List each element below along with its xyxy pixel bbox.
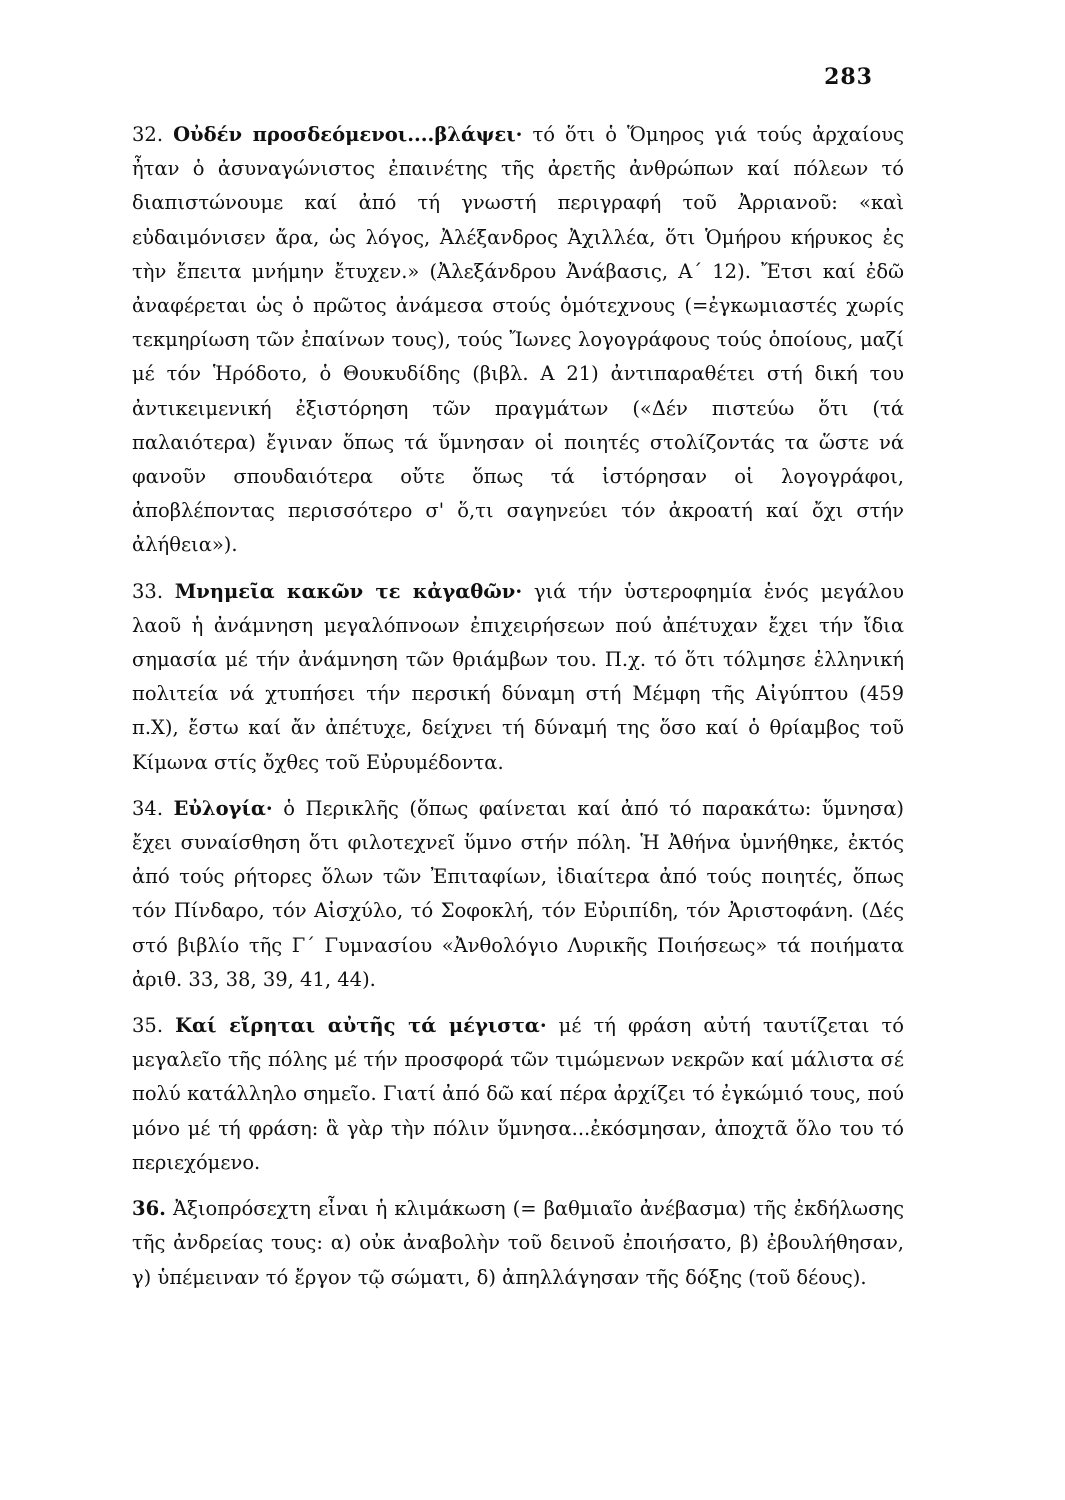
note-number: 35.	[132, 1014, 164, 1038]
note-34	[132, 792, 904, 997]
note-text: ὁ Περικλῆς (ὅπως φαίνεται καί ἀπό τό παρακάτω: ὕμνησα) ἔχει συναίσθηση ὅτι φιλοτεχνεῖ ὕμνο στήν πόλη. Ἡ Ἀθήνα ὑμνήθηκε, ἐκτός ἀπό τούς ρήτορες ὅλων τῶν Ἐπιταφίων, ἰδιαίτερα ἀπό τούς ποιητές, ὅπως τόν Πίνδαρο, τόν Αἰσχύλο, τό Σοφοκλή, τόν Εὐριπίδη, τόν Ἀριστοφάνη. (Δές στό βιβλίο τῆς Γ΄ Γυμνασίου «Ἀνθολόγιο Λυρικῆς Ποιήσεως» τά ποιήματα ἀριθ. 33, 38, 39, 41, 44).	[132, 796, 905, 991]
note-36	[132, 1192, 904, 1295]
note-heading: Οὐδέν προσδεόμενοι....βλάψει·	[173, 123, 523, 146]
note-text: Ἀξιοπρόσεχτη εἶναι ἡ κλιμάκωση (= βαθμιαῖο ἀνέβασμα) τῆς ἐκδήλωσης τῆς ἀνδρείας τους: α) οὐκ ἀναβολὴν τοῦ δεινοῦ ἐποιήσατο, β) ἐβουλήθησαν, γ) ὑπέμειναν τό ἔργον τῷ σώματι, δ) ἀπηλλάγησαν τῆς δόξης (τοῦ δέους).	[132, 1197, 904, 1289]
note-text: μέ τή φράση αὐτή ταυτίζεται τό μεγαλεῖο τῆς πόλης μέ τήν προσφορά τῶν τιμώμενων νεκρῶν καί μάλιστα σέ πολύ κατάλληλο σημεῖο. Γιατί ἀπό δῶ καί πέρα ἀρχίζει τό ἐγκώμιό τους, πού μόνο μέ τή φράση: ἃ γὰρ τὴν πόλιν ὕμνησα...ἐκόσμησαν, ἀποχτᾶ ὅλο του τό περιεχόμενο.	[132, 1014, 904, 1174]
note-35	[132, 1009, 904, 1180]
note-number: 36.	[132, 1197, 166, 1221]
note-heading: Καί εἴρηται αὐτῆς τά μέγιστα·	[175, 1014, 547, 1038]
note-text: τό ὅτι ὁ Ὅμηρος γιά τούς ἀρχαίους ἦταν ὁ ἀσυναγώνιστος ἐπαινέτης τῆς ἀρετῆς ἀνθρώπων καί πόλεων τό διαπιστώνουμε καί ἀπό τή γνωστή περιγραφή τοῦ Ἀρριανοῦ: «καὶ εὐδαιμόνισεν ἄρα, ὡς λόγος, Ἀλέξανδρος Ἀχιλλέα, ὅτι Ὁμήρου κήρυκος ἐς τὴν ἔπειτα μνήμην ἔτυχεν.» (Ἀλεξάνδρου Ἀνάβασις, Α΄ 12). Ἔτσι καί ἐδῶ ἀναφέρεται ὡς ὁ πρῶτος ἀνάμεσα στούς ὁμότεχνους (=ἐγκωμιαστές χωρίς τεκμηρίωση τῶν ἐπαίνων τους), τούς Ἴωνες λογογράφους τούς ὁποίους, μαζί μέ τόν Ἡρόδοτο, ὁ Θουκυδίδης (βιβλ. Α 21) ἀντιπαραθέτει στή δική του ἀντικειμενική ἐξιστόρηση τῶν πραγμάτων («Δέν πιστεύω ὅτι (τά παλαιότερα) ἔγιναν ὅπως τά ὕμνησαν οἱ ποιητές στολίζοντάς τα ὥστε νά φανοῦν σπουδαιότερα οὔτε ὅπως τά ἱστόρησαν οἱ λογογράφοι, ἀποβλέποντας περισσότερο σ' ὅ,τι σαγηνεύει τόν ἀκροατή καί ὄχι στήν ἀλήθεια»).	[132, 123, 904, 557]
note-text: γιά τήν ὑστεροφημία ἑνός μεγάλου λαοῦ ἡ ἀνάμνηση μεγαλόπνοων ἐπιχειρήσεων πού ἀπέτυχαν ἔχει τήν ἴδια σημασία μέ τήν ἀνάμνηση τῶν θριάμβων του. Π.χ. τό ὅτι τόλμησε ἑλληνική πολιτεία νά χτυπήσει τήν περσική δύναμη στή Μέμφη τῆς Αἰγύπτου (459 π.Χ), ἔστω καί ἄν ἀπέτυχε, δείχνει τή δύναμή της ὅσο καί ὁ θρίαμβος τοῦ Κίμωνα στίς ὄχθες τοῦ Εὐρυμέδοντα.	[132, 579, 905, 774]
note-32	[132, 118, 904, 563]
page-number: 283	[824, 64, 873, 90]
note-number: 34.	[132, 796, 164, 820]
note-heading: Εὐλογία·	[173, 796, 273, 820]
note-number: 33.	[132, 579, 164, 603]
note-33	[132, 575, 904, 780]
notes-body	[132, 118, 904, 1307]
note-heading: Μνημεῖα κακῶν τε κἀγαθῶν·	[174, 579, 523, 603]
note-number: 32.	[132, 123, 164, 146]
